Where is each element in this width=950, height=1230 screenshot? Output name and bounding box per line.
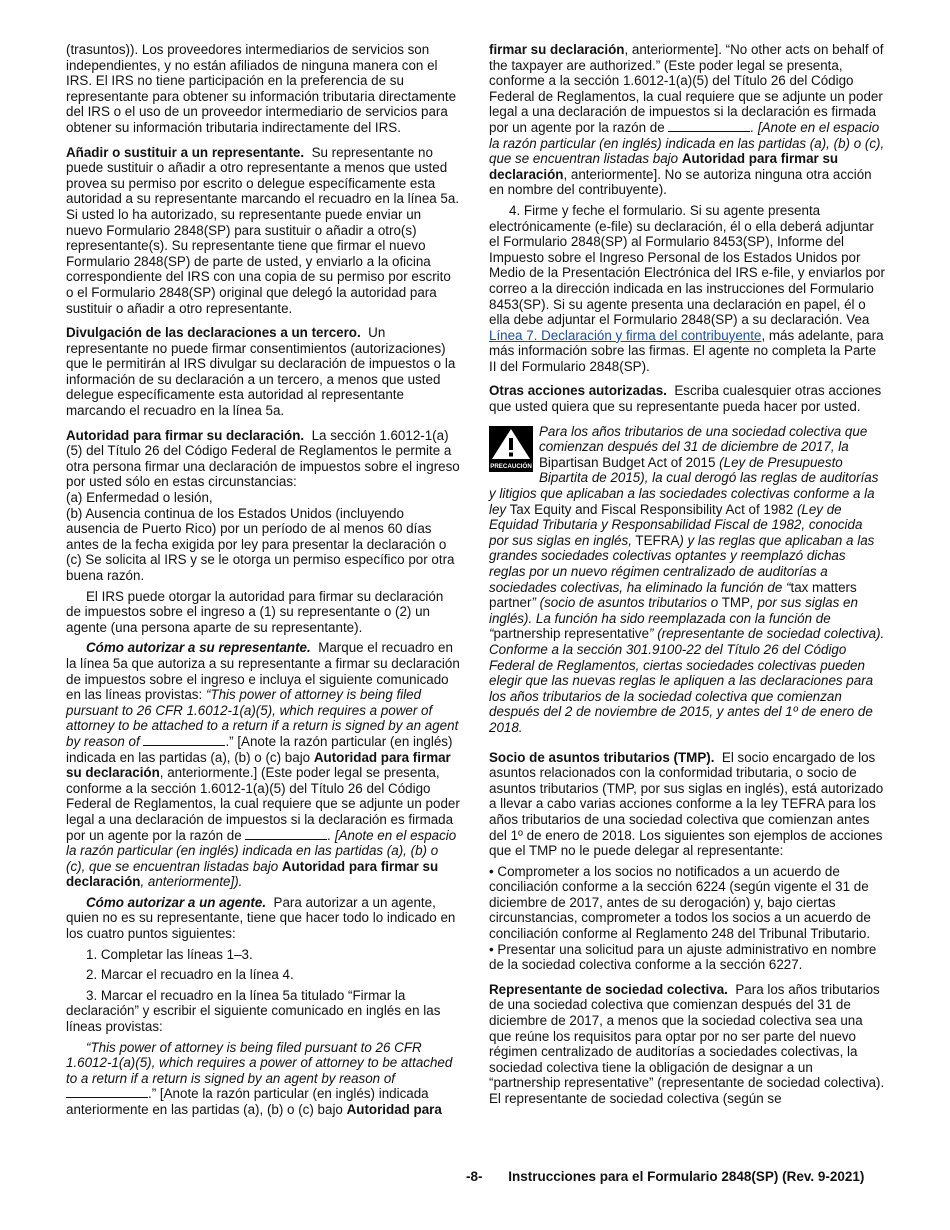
warning-text-6: (Ley de Equidad Tributaria y Responsabilidad Fiscal de 1982, conocida por sus siglas en inglés, [489, 501, 863, 548]
heading-disclosure: Divulgación de las declaraciones a un tercero. [66, 325, 361, 341]
warning-text-2: Bipartisan Budget Act of 2015 [539, 454, 716, 470]
italic-authorize-representative-2: , anteriormente]). [140, 874, 243, 890]
footer-title: Instrucciones para el Formulario 2848(SP) (Rev. 9-2021) [508, 1169, 865, 1184]
warning-text-3: (Ley de Presupuesto Bipartita de 2015), la cual derogó las reglas de auditorías y litigios que aplicaban a las sociedades colectivas conforme a la [489, 454, 879, 502]
body-partnership-representative: Para los años tributarios de una sociedad colectiva que comienzan después del 31 de diciembre de 2017, a menos que la sociedad colectiva sea una que reúne los requisitos para optar por no ser parte del nuevo régimen centralizado de auditorías a sociedades colectivas, la sociedad colectiva tiene la obligación de designar a un “partnership representative” (representante de sociedad colectiva). El representante de sociedad colectiva (según se [489, 981, 885, 1106]
continuation-tail: , anteriormente]. No se autoriza ninguna otra acción en nombre del contribuyente). [489, 166, 872, 198]
heading-other-acts: Otras acciones autorizadas. [489, 383, 667, 399]
paragraph-intermediary: (trasuntos)). Los proveedores intermediarios de servicios son independientes, y no están afiliados de ninguna manera con el IRS. El IRS no tiene participación en la preferencia de su representante para obtener su información tributaria directamente del IRS o el uso de un proveedor intermediario de servicios para obtener su información tributaria indirectamente del IRS. [66, 42, 457, 135]
heading-tmp: Socio de asuntos tributarios (TMP). [489, 749, 715, 765]
section-authority [66, 428, 461, 584]
heading-authorize-agent: Cómo autorizar a un agente. [86, 894, 267, 910]
section-other-acts [489, 383, 885, 414]
page-number: -8- [466, 1169, 483, 1184]
warning-text-5: Tax Equity and Fiscal Responsibility Act of 1982 [509, 501, 794, 517]
body-authorize-agent: Para autorizar a un agente, quien no es su representante, tiene que hacer todo lo indicado en los cuatro puntos siguientes: [66, 894, 456, 942]
heading-add-representative: Añadir o sustituir a un representante. [66, 144, 305, 160]
warning-text-4: ley [489, 501, 507, 517]
step-3-quote-block [66, 1040, 461, 1118]
continuation-bold-2: Autoridad para firmar su declaración [489, 151, 839, 182]
heading-partnership-representative: Representante de sociedad colectiva. [489, 981, 728, 997]
continuation-bold: firmar su declaración [489, 42, 625, 57]
warning-text-1: Para los años tributarios de una sociedad colectiva que comienzan después del 31 de diciembre de 2017, la [539, 423, 868, 455]
blank-line [66, 1086, 148, 1098]
paragraph-irs-grant: El IRS puede otorgar la autoridad para firmar su declaración de impuestos sobre el ingreso a (1) su representante o (2) un agente (una persona aparte de su representante). [66, 588, 444, 635]
step-4 [489, 203, 885, 375]
authority-item-b: (b) Ausencia continua de los Estados Unidos (incluyendo ausencia de Puerto Rico) por un período de al menos 60 días antes de la fecha exigida por ley para presentar la declaración o [66, 505, 447, 552]
italic-authorize-representative: . [Anote en el espacio la razón particular (en inglés) indicada en las partidas (a), (b) o (c), que se encuentran listadas bajo [66, 827, 457, 874]
body-disclosure: Un representante no puede firmar consentimientos (autorizaciones) que le permitirán al IRS divulgar su declaración de impuestos o la información de su declaración a un tercero, a menos que usted delegue específicamente esta autoridad al representante marcando el recuadro en la línea 5a. [66, 325, 456, 419]
step-4-body: 4. Firme y feche el formulario. Si su agente presenta electrónicamente (e-file) su declaración, él o ella deberá adjuntar el Formulario 2848(SP) al Formulario 8453(SP), Informe del Impuesto sobre el Ingreso Personal de los Estados Unidos por Medio de la Presentación Electrónica del IRS e-file, y enviarlos por correo a la dirección indicada en las instrucciones del Formulario 8453(SP). Si su agente presenta una declaración en papel, él o ella debe adjuntar el Formulario 2848(SP) a su declaración. Vea [489, 202, 885, 328]
left-column [66, 42, 461, 1123]
warning-text-9: tax matters partner [489, 579, 857, 611]
body-tmp: El socio encargado de los asuntos relacionados con la conformidad tributaria, o socio de asuntos tributarios (TMP, por sus siglas en inglés), está autorizado a llevar a cabo varias acciones conforme a la ley TEFRA para los años tributarios de una sociedad colectiva que comienzan antes del 1º de enero de 2018. Los siguientes son ejemplos de acciones que el TMP no le puede delegar al representante: [489, 749, 884, 859]
continuation-body: , anteriormente]. “No other acts on behalf of the taxpayer are authorized.” (Este poder legal se presenta, conforme a la sección 1.6012-1(a)(5) del Título 26 del Código Federal de Reglamentos, la cual requiere que se adjunte un poder legal a una declaración de impuestos si la declaración es firmada por un agente por la razón de [489, 42, 884, 135]
warning-text-11: TMP [721, 595, 751, 611]
warning-text-8: ) y las reglas que aplicaban a las grandes sociedades colectivas optantes y reemplazó dichas reglas por un nuevo régimen centralizado de auditorías a sociedades colectivas, ha eliminado la función de “ [489, 532, 875, 595]
warning-text-14: ” (representante de sociedad colectiva). Conforme a la sección 301.9100-22 del Título 26 del Código Federal de Reglamentos, ciertas sociedades colectivas pueden elegir que las nuevas reglas le apliquen a las declaraciones para los años tributarios de la sociedad colectiva que comienzan después del 2 de noviembre de 2015, y antes del 1º de enero de 2018. [489, 626, 885, 735]
caution-label: PRECAUCIÓN [490, 462, 532, 470]
quote-authorize-representative: “This power of attorney is being filed pursuant to 26 CFR 1.6012-1(a)(5), which requires a power of attorney to be attached to a return if a return is signed by an agent by reason of [66, 687, 459, 749]
body-add-representative: Su representante no puede sustituir o añadir a otro representante a menos que usted provea su permiso por escrito o delegue específicamente esta autoridad a su representante marcando el recuadro en la línea 5a. Si usted lo ha autorizado, su representante puede enviar un nuevo Formulario 2848(SP) para sustituir o añadir a otro(s) representante(s). Su representante tiene que firmar el nuevo Formulario 2848(SP) de parte de usted, y enviarlo a la oficina correspondiente del IRS con una copia de su permiso por escrito o el Formulario 2848(SP) original que delegó la autoridad para sustituir o añadir a otro representante. [66, 144, 460, 316]
section-partnership-representative [489, 982, 885, 1107]
step-3-bold: Autoridad para [346, 1102, 442, 1117]
body-other-acts: Escriba cualesquier otras acciones que usted quiera que su representante pueda hacer por usted. [489, 383, 882, 415]
page-footer [466, 1169, 864, 1185]
warning-text-12: , por sus siglas en inglés). La función ha sido reemplazada con la función de “ [489, 595, 858, 642]
heading-authority: Autoridad para firmar su declaración. [66, 427, 305, 443]
body-authorize-representative-1: Marque el recuadro en la línea 5a que autoriza a su representante a firmar su declaración de impuestos sobre el ingreso e incluya el siguiente comunicado en las líneas provistas: [66, 640, 460, 703]
blank-line [143, 734, 225, 746]
section-tmp [489, 750, 885, 859]
body-authorize-representative-3: , anteriormente.] (Este poder legal se presenta, conforme a la sección 1.6012-1(a)(5) del Título 26 del Código Federal de Reglamentos, la cual requiere que se adjunte un poder legal a una declaración de impuestos si la declaración es firmada por un agente por la razón de [66, 765, 460, 843]
section-authorize-representative [66, 640, 461, 890]
warning-text-13: partnership representative [493, 626, 650, 642]
caution-icon [489, 426, 533, 472]
step-1: 1. Completar las líneas 1–3. [86, 946, 253, 962]
section-authorize-agent [66, 895, 461, 942]
bullet-1: • Comprometer a los socios no notificados a un acuerdo de conciliación conforme a la sección 6224 (según vigente el 31 de diciembre de 2017, antes de su derogación) y, bajo ciertas circunstancias, comprometer a todos los socios a un acuerdo de conciliación conforme al Reglamento 248 del Tribunal Tributario. [489, 863, 871, 942]
section-disclosure [66, 325, 461, 419]
step-3-tail: .” [Anote la razón particular (en inglés) indicada anteriormente en las partidas (a), (b) o (c) bajo [66, 1086, 429, 1117]
step-4-tail: , más adelante, para más información sobre las firmas. El agente no completa la Parte II del Formulario 2848(SP). [489, 327, 884, 374]
step-3: 3. Marcar el recuadro en la línea 5a titulado “Firmar la declaración” y escribir el siguiente comunicado en inglés en las líneas provistas: [66, 987, 441, 1035]
body-authority: La sección 1.6012-1(a)(5) del Título 26 del Código Federal de Reglamentos le permite a otra persona firmar una declaración de impuestos sobre el ingreso por usted sólo en estas circunstancias: [66, 427, 460, 490]
blank-line [668, 120, 750, 132]
step-2: 2. Marcar el recuadro en la línea 4. [86, 967, 294, 983]
body-authorize-representative-2: .” [Anote la razón particular (en inglés) indicada en las partidas (a), (b) o (c) bajo [66, 733, 453, 765]
authority-item-c: (c) Se solicita al IRS y se le otorga un permiso específico por otra buena razón. [66, 552, 455, 583]
link-line-7[interactable]: Línea 7. Declaración y firma del contribuyente [489, 327, 762, 343]
section-add-representative [66, 145, 461, 317]
warning-text-10: ” (socio de asuntos tributarios o [531, 595, 719, 611]
blank-line [245, 828, 327, 840]
caution-box [489, 424, 885, 736]
step-3-quote: “This power of attorney is being filed pursuant to 26 CFR 1.6012-1(a)(5), which requires a power of attorney to be attached to a return if a return is signed by an agent by reason of [66, 1039, 453, 1086]
heading-authorize-representative: Cómo autorizar a su representante. [86, 640, 311, 656]
warning-text-7: TEFRA [635, 532, 680, 548]
right-column [489, 42, 885, 1116]
bold-authority-reference-2: Autoridad para firmar su declaración [66, 858, 439, 890]
bullet-2: • Presentar una solicitud para un ajuste administrativo en nombre de la sociedad colectiva conforme a la sección 6227. [489, 941, 877, 973]
authority-item-a: (a) Enfermedad o lesión, [66, 490, 213, 506]
paragraph-continuation [489, 42, 885, 198]
bold-authority-reference: Autoridad para firmar su declaración [66, 749, 451, 781]
continuation-italic: . [Anote en el espacio la razón particular (en inglés) indicada en las partidas (a), (b) o (c), que se encuentran listadas bajo [489, 119, 885, 167]
